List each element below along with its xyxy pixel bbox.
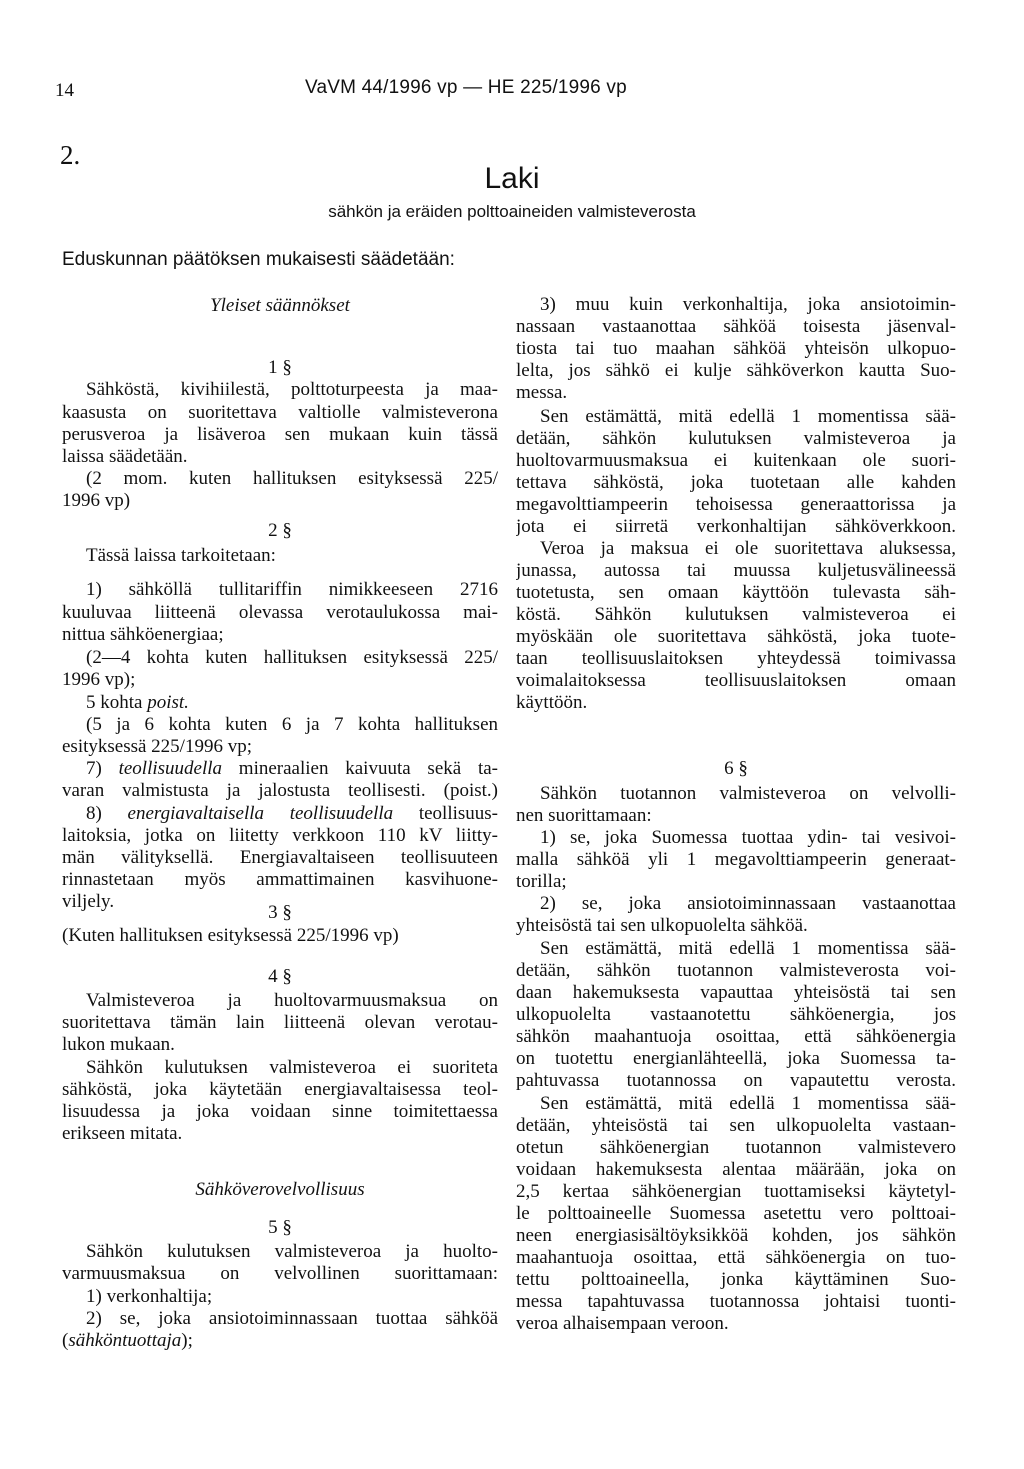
text-line: sähköstä, joka käytetään energiavaltaisessa teol- xyxy=(62,1079,498,1100)
text-line: nen suorittamaan: xyxy=(516,805,652,826)
text-line: suoritettava tämän lain liitteenä olevan verotau- xyxy=(62,1012,498,1033)
text-line: huoltovarmuusmaksua ei kuitenkaan ole suori- xyxy=(516,450,956,471)
text-line: lukon mukaan. xyxy=(62,1034,175,1055)
text-line: Veroa ja maksua ei ole suoritettava aluksessa, xyxy=(540,538,956,559)
text-line: voimalaitoksessa teollisuuslaitoksen omaan xyxy=(516,670,956,691)
text-line: tiosta tai tuo maahan sähköä yhteisön ulkopuo- xyxy=(516,338,956,359)
text-line: viljely. xyxy=(62,891,115,912)
text-line: (2 mom. kuten hallituksen esityksessä 225/ xyxy=(86,468,498,489)
text-line: köstä. Sähkön kulutuksen valmisteveroa ei xyxy=(516,604,956,625)
text-line: (sähköntuottaja); xyxy=(62,1330,193,1351)
text-line: jota ei siirretä verkonhaltijan sähköverkkoon. xyxy=(516,516,956,537)
text-line: ulkopuolelta vastaanotettu sähköenergia, jos xyxy=(516,1004,956,1025)
text-line: käyttöön. xyxy=(516,692,588,713)
page-number: 14 xyxy=(55,80,74,101)
text-line: voidaan hakemuksesta alentaa määrään, joka on xyxy=(516,1159,956,1180)
running-header: VaVM 44/1996 vp — HE 225/1996 vp xyxy=(305,77,627,98)
text-line: (Kuten hallituksen esityksessä 225/1996 vp) xyxy=(62,925,399,946)
text-line: 5 § xyxy=(268,1217,292,1238)
text-line: detään, yhteisöstä tai sen ulkopuolelta vastaan- xyxy=(516,1115,956,1136)
text-line: kaasusta on suoritettava valtiolle valmisteverona xyxy=(62,402,498,423)
text-line: kuuluvaa liitteenä olevassa verotaulukossa mai- xyxy=(62,602,498,623)
text-line: nassaan vastaanottaa sähköä toisesta jäsenval- xyxy=(516,316,956,337)
text-line: lelta, jos sähkö ei kulje sähköverkon kautta Suo- xyxy=(516,360,956,381)
text-line: 2) se, joka ansiotoiminnassaan vastaanottaa xyxy=(540,893,956,914)
text-line: 3) muu kuin verkonhaltija, joka ansiotoimin- xyxy=(540,294,956,315)
text-line: 2 § xyxy=(268,520,292,541)
text-line: män välityksellä. Energiavaltaiseen teollisuuteen xyxy=(62,847,498,868)
text-line: 1 § xyxy=(268,357,292,378)
text-line: Sähkön tuotannon valmisteveroa on velvolli- xyxy=(540,783,956,804)
text-line: junassa, autossa tai muussa kuljetusvälineessä xyxy=(516,560,956,581)
text-line: taan teollisuuslaitoksen yhteydessä toimivassa xyxy=(516,648,956,669)
text-line: veroa alhaisempaan veroon. xyxy=(516,1313,729,1334)
text-line: 1) sähköllä tullitariffin nimikkeeseen 2716 xyxy=(86,579,498,600)
text-line: 3 § xyxy=(268,902,292,923)
text-line: 5 kohta poist. xyxy=(86,692,189,713)
text-line: detään, sähkön tuotannon valmisteverosta voi- xyxy=(516,960,956,981)
enactment-clause: Eduskunnan päätöksen mukaisesti säädetään: xyxy=(62,249,455,270)
text-line: neen energiasisältöyksikköä kohden, jos sähkön xyxy=(516,1225,956,1246)
text-line: tuotetusta, sen omaan käyttöön tulevasta säh- xyxy=(516,582,956,603)
text-line: (2—4 kohta kuten hallituksen esityksessä 225/ xyxy=(86,647,498,668)
text-line: Yleiset säännökset xyxy=(210,295,350,316)
text-line: lisuudessa ja joka voidaan sinne toimitettaessa xyxy=(62,1101,498,1122)
text-line: messa. xyxy=(516,382,568,403)
text-line: detään, sähkön kulutuksen valmisteveroa ja xyxy=(516,428,956,449)
text-line: laitoksia, jotka on liitetty verkkoon 110 kV liitty- xyxy=(62,825,498,846)
text-line: otetun sähköenergian tuotannon valmistevero xyxy=(516,1137,956,1158)
text-line: 1) verkonhaltija; xyxy=(86,1286,213,1307)
text-line: Sähkön kulutuksen valmisteveroa ei suoriteta xyxy=(86,1057,498,1078)
text-line: Sähköverovelvollisuus xyxy=(195,1179,365,1200)
text-line: 7) teollisuudella mineraalien kaivuuta sekä ta- xyxy=(86,758,498,779)
text-line: Valmisteveroa ja huoltovarmuusmaksua on xyxy=(86,990,498,1011)
text-line: 1996 vp); xyxy=(62,669,136,690)
text-line: malla sähköä yli 1 megavolttiampeerin generaat- xyxy=(516,849,956,870)
text-line: tettava sähköstä, joka tuotetaan alle kahden xyxy=(516,472,956,493)
text-line: rinnastetaan myös ammattimainen kasvihuone- xyxy=(62,869,498,890)
section-number: 2. xyxy=(60,140,81,170)
text-line: nittua sähköenergiaa; xyxy=(62,624,224,645)
text-line: 6 § xyxy=(724,758,748,779)
text-line: Sen estämättä, mitä edellä 1 momentissa sää- xyxy=(540,938,956,959)
text-line: maahantuoja osoittaa, että sähköenergia on tuo- xyxy=(516,1247,956,1268)
text-line: le polttoaineelle Suomessa asetettu vero polttoai- xyxy=(516,1203,956,1224)
text-line: esityksessä 225/1996 vp; xyxy=(62,736,252,757)
text-line: pahtuvassa tuotannossa on vapautettu verosta. xyxy=(516,1070,956,1091)
text-line: perusveroa ja lisäveroa sen mukaan kuin tässä xyxy=(62,424,498,445)
text-line: torilla; xyxy=(516,871,567,892)
text-line: (5 ja 6 kohta kuten 6 ja 7 kohta hallituksen xyxy=(86,714,498,735)
text-line: megavolttiampeerin tehoisessa generaattorissa ja xyxy=(516,494,956,515)
text-line: sähkön maahantuoja osoittaa, että sähköenergia xyxy=(516,1026,956,1047)
text-line: erikseen mitata. xyxy=(62,1123,183,1144)
text-line: 8) energiavaltaisella teollisuudella teollisuus- xyxy=(86,803,498,824)
text-line: 1) se, joka Suomessa tuottaa ydin- tai vesivoi- xyxy=(540,827,956,848)
text-line: Sähkön kulutuksen valmisteveroa ja huolto- xyxy=(86,1241,498,1262)
text-line: varmuusmaksua on velvollinen suorittamaan: xyxy=(62,1263,498,1284)
text-line: 4 § xyxy=(268,966,292,987)
text-line: myöskään ole suoritettava sähköstä, joka tuote- xyxy=(516,626,956,647)
text-line: on tuotettu energianlähteellä, joka Suomessa ta- xyxy=(516,1048,956,1069)
text-line: Sähköstä, kivihiilestä, polttoturpeesta ja maa- xyxy=(86,379,498,400)
text-line: tettu polttoaineella, jonka käyttäminen Suo- xyxy=(516,1269,956,1290)
text-line: Sen estämättä, mitä edellä 1 momentissa sää- xyxy=(540,406,956,427)
text-line: 2,5 kertaa sähköenergian tuottamiseksi käytetyl- xyxy=(516,1181,956,1202)
text-line: daan hakemuksesta vapauttaa yhteisöstä tai sen xyxy=(516,982,956,1003)
text-line: 2) se, joka ansiotoiminnassaan tuottaa sähköä xyxy=(86,1308,498,1329)
text-line: messa tapahtuvassa tuotannossa johtaisi tuonti- xyxy=(516,1291,956,1312)
text-line: varan valmistusta ja jalostusta teollisesti. (poist.) xyxy=(62,780,498,801)
law-subtitle: sähkön ja eräiden polttoaineiden valmisteverosta xyxy=(328,202,696,221)
law-title: Laki xyxy=(484,162,540,195)
text-line: Sen estämättä, mitä edellä 1 momentissa sää- xyxy=(540,1093,956,1114)
text-line: Tässä laissa tarkoitetaan: xyxy=(86,545,276,566)
text-line: yhteisöstä tai sen ulkopuolelta sähköä. xyxy=(516,915,808,936)
text-line: laissa säädetään. xyxy=(62,446,188,467)
text-line: 1996 vp) xyxy=(62,490,131,511)
